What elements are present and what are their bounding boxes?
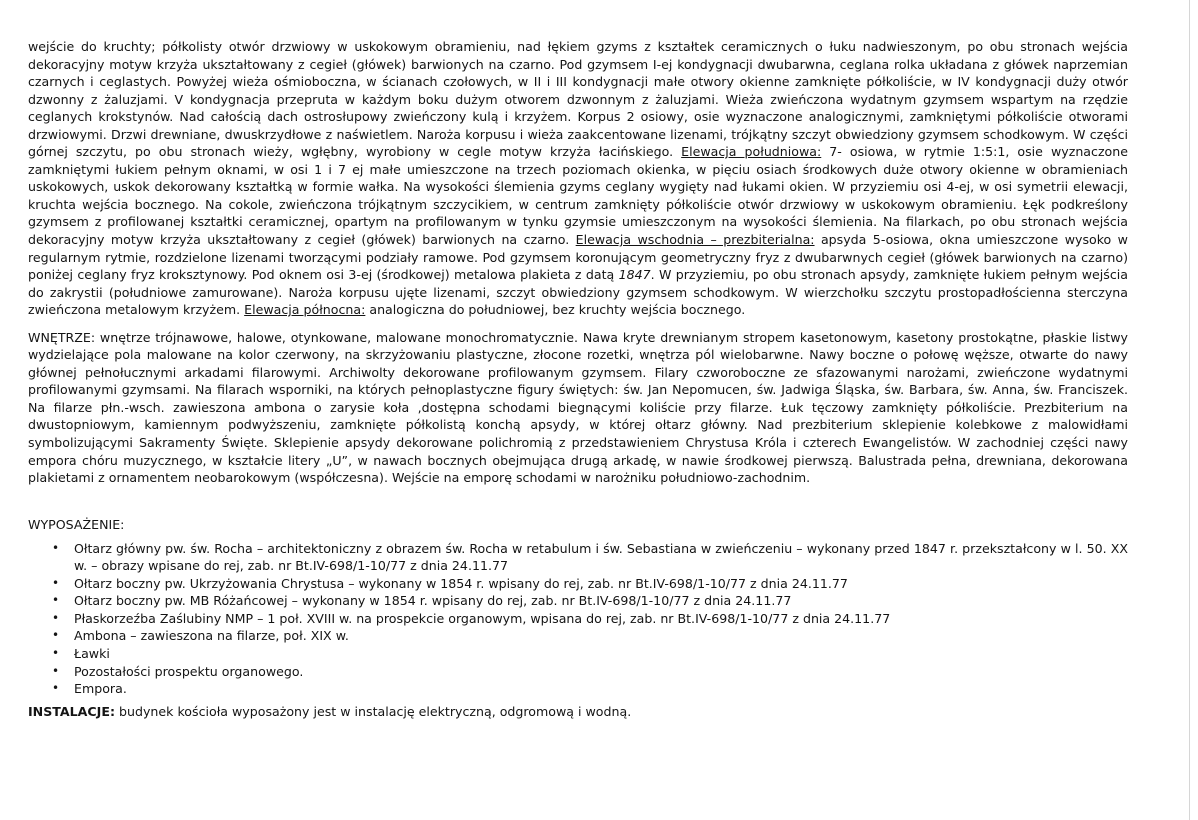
list-item-text: Ołtarz boczny pw. MB Różańcowej – wykonany w 1854 r. wpisany do rej, zab. nr Bt.IV-698/1-10/77 z dnia 24.11.77 <box>74 593 792 609</box>
east-elevation-text: apsyda 5-osiowa, okna umieszczone wysoko w regularnym rytmie, rozdzielone lizenami tworzącymi podziały ramowe. Pod gzymsem koronującym geometryczny fryz z dwubarwnych cegieł (główek barwionych na czarno) poniżej ceglany fryz kroksztynowy. Pod oknem osi 3-ej (środkowej) metalowa plakieta z datą <box>28 232 1128 283</box>
list-item-text: Płaskorzeźba Zaślubiny NMP – 1 poł. XVIII w. na prospekcie organowym, wpisana do rej, zab. nr Bt.IV-698/1-10/77 z dnia 24.11.77 <box>74 610 891 626</box>
north-elevation-label: Elewacja północna: <box>244 302 366 318</box>
list-item-text: Ławki <box>74 645 110 661</box>
list-item <box>52 575 1128 593</box>
bullet-icon: • <box>52 663 60 678</box>
east-elevation-text-cont: . W przyziemiu, po obu stronach apsydy, zamknięte łukiem pełnym wejścia do zakrystii (południowe zamurowane). Naroża korpusu ujęte lizenami, szczyt obwiedziony gzymsem schodkowym. W wierzchołku szczytu prostopadłościenna sterczyna zwieńczona metalowym krzyżem. <box>28 267 1128 318</box>
south-elevation-label: Elewacja południowa: <box>681 144 822 160</box>
east-elevation-label: Elewacja wschodnia – prezbiterialna: <box>575 232 815 248</box>
list-item <box>52 680 1128 698</box>
exterior-text-part: wejście do kruchty; półkolisty otwór drzwiowy w uskokowym obramieniu, nad łękiem gzyms z kształtek ceramicznych o łuku nadwieszonym, po obu stronach wejścia dekoracyjny motyw krzyża ukształtowany z cegieł (główek) barwionych na czarno. Pod gzymsem I-ej kondygnacji dwubarwna, ceglana rolka układana z główek naprzemian czarnych i ceglastych. Powyżej wieża ośmioboczna, w ścianach czołowych, w II i III kondygnacji małe otwory okienne zamknięte półkoliście, w IV kondygnacji duży otwór dzwonny z żaluzjami. V kondygnacja przepruta w każdym boku dużym otworem dzwonnym z żaluzjami. Wieża zwieńczona wydatnym gzymsem wspartym na rzędzie ceglanych krokstynów. Nad całością dach ostrosłupowy zwieńczony kulą i krzyżem. Korpus 2 osiowy, osie wyznaczone analogicznymi, zamkniętymi półkoliście otworami drzwiowymi. Drzwi drewniane, dwuskrzydłowe z naświetlem. Naroża korpusu i wieża zaakcentowane lizenami, trójkątny szczyt obwiedziony gzymsem schodkowym. W części górnej szczytu, po obu stronach wieży, wgłębny, wyrobiony w cegle motyw krzyża łacińskiego. <box>28 39 1128 160</box>
list-item <box>52 592 1128 610</box>
list-item-text: Pozostałości prospektu organowego. <box>74 663 304 679</box>
furnishings-list <box>28 540 1128 698</box>
plaque-year: 1847 <box>618 267 651 283</box>
list-item-text: Ołtarz boczny pw. Ukrzyżowania Chrystusa – wykonany w 1854 r. wpisany do rej, zab. nr Bt.IV-698/1-10/77 z dnia 24.11.77 <box>74 575 848 591</box>
exterior-description <box>28 38 1128 319</box>
interior-description: WNĘTRZE: wnętrze trójnawowe, halowe, otynkowane, malowane monochromatycznie. Nawa kryte drewnianym stropem kasetonowym, kasetony prostokątne, płaskie listwy wydzielające pola malowane na kolor czerwony, na skrzyżowaniu plastyczne, złocone rozetki, wnętrza pól wielobarwne. Nawy boczne o połowę węższe, otwarte do nawy głównej pełnołucznymi arkadami filarowymi. Archiwolty dekorowane profilowanym gzymsem. Filary czworoboczne ze sfazowanymi narożami, zwieńczone wydatnymi profilowanymi gzymsami. Na filarach wsporniki, na których pełnoplastyczne figury świętych: św. Jan Nepomucen, św. Jadwiga Śląska, św. Barbara, św. Anna, św. Franciszek. Na filarze płn.-wsch. zawieszona ambona o zarysie koła ,dostępna schodami biegnącymi koliście przy filarze. Łuk tęczowy zamknięty półkoliście. Prezbiterium na dwustopniowym, kamiennym podwyższeniu, zamknięte półkolistą konchą apsydy, w której ołtarz główny. Nad prezbiterium sklepienie kolebkowe z malowidłami symbolizującymi Sakramenty Święte. Sklepienie apsydy dekorowane polichromią z przedstawieniem Chrystusa Króla i czterech Ewangelistów. W zachodniej części nawy empora chóru muzycznego, w kształcie litery „U”, w nawach bocznych obejmująca drugą arkadę, w nawie środkowej pierwszą. Balustrada pełna, drewniana, dekorowana plakietami z ornamentem neobarokowym (współczesna). Wejście na emporę schodami w narożniku południowo-zachodnim. <box>28 329 1128 486</box>
installations-text: budynek kościoła wyposażony jest w instalację elektryczną, odgromową i wodną. <box>115 703 632 719</box>
north-elevation-text: analogiczna do południowej, bez kruchty wejścia bocznego. <box>365 302 746 318</box>
bullet-icon: • <box>52 628 60 643</box>
list-item <box>52 627 1128 645</box>
scan-edge-line <box>1189 0 1190 820</box>
bullet-icon: • <box>52 681 60 696</box>
list-item-text: Ambona – zawieszona na filarze, poł. XIX w. <box>74 628 349 644</box>
installations-paragraph <box>28 703 1128 721</box>
bullet-icon: • <box>52 645 60 660</box>
document-body <box>28 38 1128 721</box>
installations-label: INSTALACJE: <box>28 703 115 719</box>
furnishings-heading: WYPOSAŻENIE: <box>28 516 125 532</box>
south-elevation-text: 7- osiowa, w rytmie 1:5:1, osie wyznaczone zamkniętymi łukiem pełnym oknami, w osi 1 i 7 ej małe umieszczone na trzech poziomach okienka, w pięciu osiach środkowych duże otwory okienne w obramieniach uskokowych, uskok dekorowany kształtką w formie wałka. Na wysokości ślemienia gzyms ceglany wygięty nad łukami okien. W przyziemiu osi 4-ej, w osi symetrii elewacji, kruchta wejścia bocznego. Na cokole, zwieńczona trójkątnym szczycikiem, w centrum zamknięty półkoliście otwór drzwiowy w uskokowym obramieniu. Łęk podkreślony gzymsem z profilowanej kształtki ceramicznej, opartym na profilowanym w tynku gzymsie umieszczonym na wysokości ślemienia. Na filarkach, po obu stronach wejścia dekoracyjny motyw krzyża ukształtowany z cegieł (główek) barwionych na czarno. <box>28 144 1128 248</box>
bullet-icon: • <box>52 610 60 625</box>
list-item <box>52 663 1128 681</box>
bullet-icon: • <box>52 593 60 608</box>
bullet-icon: • <box>52 540 60 555</box>
bullet-icon: • <box>52 575 60 590</box>
list-item <box>52 610 1128 628</box>
list-item <box>52 540 1128 575</box>
list-item <box>52 645 1128 663</box>
list-item-text: Ołtarz główny pw. św. Rocha – architektoniczny z obrazem św. Rocha w retabulum i św. Sebastiana w zwieńczeniu – wykonany przed 1847 r. przekształcony w l. 50. XX w. – obrazy wpisane do rej, zab. nr Bt.IV-698/1-10/77 z dnia 24.11.77 <box>74 540 1128 574</box>
list-item-text: Empora. <box>74 681 127 697</box>
